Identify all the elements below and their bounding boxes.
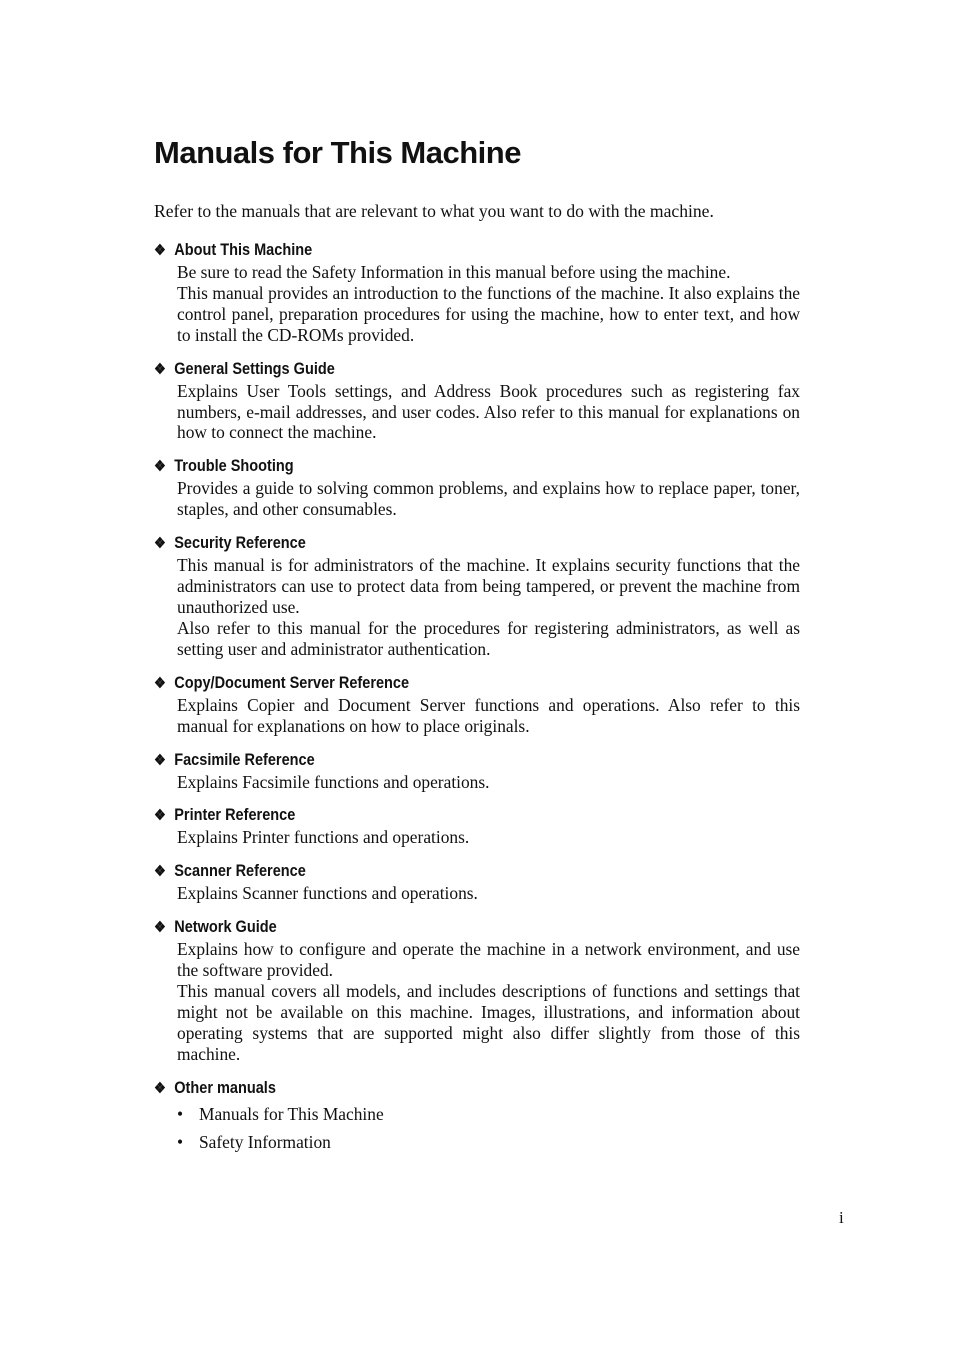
section-heading: Trouble Shooting <box>174 457 294 476</box>
section-paragraph: Explains Facsimile functions and operations. <box>177 771 490 792</box>
diamond-bullet-icon: ❖ <box>154 242 166 259</box>
section-body <box>177 772 800 793</box>
section-body <box>177 555 800 660</box>
section-printer-reference <box>154 804 800 848</box>
section-paragraph: Explains how to configure and operate the machine in a network environment, and use the software provided. <box>177 939 800 981</box>
list-item-text: Safety Information <box>199 1131 331 1152</box>
section-copy-document-server-reference <box>154 672 800 737</box>
section-general-settings-guide <box>154 358 800 444</box>
section-heading: Printer Reference <box>174 806 296 825</box>
diamond-bullet-icon: ❖ <box>154 535 166 553</box>
section-heading: General Settings Guide <box>174 359 335 378</box>
section-paragraph: This manual is for administrators of the machine. It explains security functions that the administrators can use to protect data from being tampered, or prevent the machine from unauthorized use. <box>177 555 800 617</box>
section-scanner-reference <box>154 860 800 904</box>
section-heading: Facsimile Reference <box>174 750 315 769</box>
section-heading: About This Machine <box>174 241 313 259</box>
diamond-bullet-icon: ❖ <box>154 1079 166 1097</box>
diamond-bullet-icon: ❖ <box>154 360 166 378</box>
intro-paragraph: Refer to the manuals that are relevant to what you want to do with the machine. <box>154 201 714 221</box>
section-paragraph: Also refer to this manual for the procedures for registering administrators, as well as setting user and administrator authentication. <box>177 617 800 659</box>
section-network-guide <box>154 916 800 1064</box>
diamond-bullet-icon: ❖ <box>154 863 166 881</box>
section-paragraph: Explains Copier and Document Server functions and operations. Also refer to this manual for explanations on how to place originals. <box>177 694 800 736</box>
bullet-icon: • <box>177 1103 184 1124</box>
other-manuals-list <box>177 1104 800 1153</box>
section-body <box>177 262 800 346</box>
page-number: i <box>839 1208 844 1227</box>
list-item-text: Manuals for This Machine <box>199 1103 384 1124</box>
section-paragraph: This manual covers all models, and includes descriptions of functions and settings that might not be available on this machine. Images, illustrations, and information about operating systems that are supported might also differ slightly from those of this machine. <box>177 981 800 1064</box>
section-body <box>177 381 800 444</box>
section-paragraph: Explains Scanner functions and operations. <box>177 883 478 904</box>
page-title: Manuals for This Machine <box>154 135 521 170</box>
manual-list <box>154 239 800 1164</box>
section-body <box>177 939 800 1064</box>
section-other-manuals <box>154 1077 800 1153</box>
list-item <box>177 1132 800 1153</box>
list-item <box>177 1104 800 1125</box>
section-paragraph: This manual provides an introduction to the functions of the machine. It also explains the control panel, preparation procedures for using the machine, how to enter text, and how to install the CD-ROMs provided. <box>177 282 800 345</box>
section-body <box>177 695 800 737</box>
section-paragraph: Explains Printer functions and operations. <box>177 827 470 848</box>
section-paragraph: Provides a guide to solving common problems, and explains how to replace paper, toner, staples, and other consumables. <box>177 478 800 520</box>
section-heading: Network Guide <box>174 918 277 937</box>
section-about-this-machine <box>154 239 800 346</box>
section-heading: Other manuals <box>174 1078 276 1097</box>
diamond-bullet-icon: ❖ <box>154 751 166 769</box>
section-paragraph: Explains User Tools settings, and Address Book procedures such as registering fax numbers, e-mail addresses, and user codes. Also refer to this manual for explanations on how to connect the machine. <box>177 380 800 443</box>
section-body <box>177 478 800 520</box>
section-security-reference <box>154 532 800 660</box>
diamond-bullet-icon: ❖ <box>154 458 166 476</box>
section-trouble-shooting <box>154 455 800 520</box>
diamond-bullet-icon: ❖ <box>154 807 166 825</box>
section-paragraph: Be sure to read the Safety Information in this manual before using the machine. <box>177 262 731 282</box>
bullet-icon: • <box>177 1131 184 1152</box>
section-body <box>177 883 800 904</box>
diamond-bullet-icon: ❖ <box>154 674 166 692</box>
section-facsimile-reference <box>154 749 800 793</box>
section-heading: Security Reference <box>174 534 306 553</box>
section-heading: Copy/Document Server Reference <box>174 673 410 692</box>
section-body <box>177 827 800 848</box>
diamond-bullet-icon: ❖ <box>154 919 166 937</box>
section-heading: Scanner Reference <box>174 862 306 881</box>
